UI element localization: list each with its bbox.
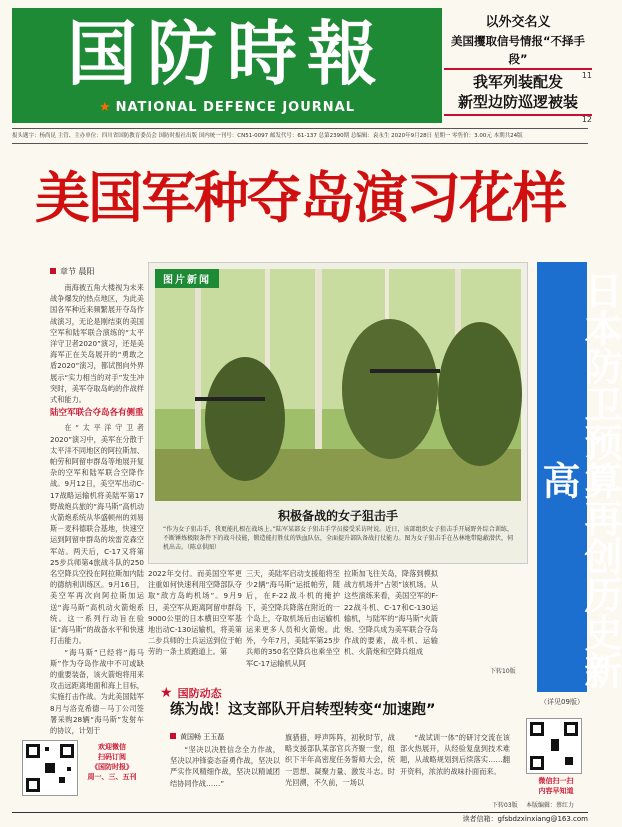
photo-caption-text: “作为女子狙击手，我更能扎根在战场上。”陆军某部女子狙击手学员接受采访时说。近日，该部组织女子狙击手开展野外综合训练，不断锤炼极限条件下的战斗技能，锻造能打胜仗的铁血队伍，全面提升部队备战打仗能力。图为女子狙击手在丛林地带隐蔽潜伏，伺机出击。 <box>163 526 513 551</box>
teaser-2-rule <box>444 114 592 116</box>
photo-caption-body <box>163 525 513 552</box>
article-column-2 <box>148 568 242 674</box>
teaser-1-rule <box>444 68 592 70</box>
sniper-photo <box>155 269 521 501</box>
byline-square-icon <box>50 268 56 274</box>
promo-left-line: 《国防时报》 <box>91 763 133 771</box>
main-headline[interactable]: 美国军种夺岛演习花样 <box>34 166 565 230</box>
masthead-english-text: NATIONAL DEFENCE JOURNAL <box>115 100 356 115</box>
teaser-2-line2: 新型边防巡逻被装 <box>457 93 578 111</box>
promo-left-line: 扫码订阅 <box>98 753 126 761</box>
article-column-3 <box>246 568 340 674</box>
masthead-english <box>12 100 442 115</box>
section-continue[interactable]: 下转03版 <box>492 802 518 809</box>
section-label-text: 国防动态 <box>177 687 222 700</box>
byline-square-icon <box>170 733 176 739</box>
section-paragraph: 旗猎猎，呼声阵阵，初秋时节，战略支援部队某部官兵齐聚一堂，组织下半年高密度任务誓师大会，统一思想、凝聚力量、激发斗志。时光回溯，不久前，一场以 <box>285 733 395 787</box>
article-paragraph: 拉斯加飞往关岛，降落到模拟战方机场并“占领”该机场。从这些演练来看，美国空军的F-22战斗机、C-17和C-130运输机，与陆军的“海马斯”火箭炮、空降兵成为美军联合夺岛作战的要素，战斗机、运输机、火箭炮和空降兵组成 <box>344 569 438 657</box>
promo-left-line: 周一、三、五刊 <box>87 773 137 781</box>
side-headline-text: 日本防卫预算再创历史新高 <box>536 271 622 689</box>
qr-code-right[interactable] <box>526 718 582 774</box>
photo-credit: （陈卓供图） <box>187 544 221 551</box>
page-editor: 本版编辑：蔡红力 <box>526 802 575 809</box>
teaser-2-page: 12 <box>581 115 592 124</box>
section-column-1 <box>170 744 280 810</box>
masthead <box>12 8 442 123</box>
promo-left-text <box>82 742 142 782</box>
article-byline <box>50 266 95 277</box>
photo-news-tag: 图片新闻 <box>155 269 219 288</box>
photo-news <box>148 262 528 564</box>
qr-code-icon <box>23 741 77 795</box>
article-paragraph: 三天，美陆军启动支援船将至少2辆“海马斯”运抵帕劳，随后，在F-22战斗机的掩护下，美空降兵降落在附近的一个岛上，夺取机场后由运输机运来更多人员和火箭炮。此外，今年7月，美陆军第25步兵师的350名空降兵也乘坐空军C-17运输机从阿 <box>246 569 340 668</box>
promo-right-line: 微信扫一扫 <box>538 777 574 785</box>
article-paragraph: 在“太平洋守卫者2020”演习中，美军在分散于太平洋不同地区的阿拉斯加、帕劳和阿留申群岛等地展开复杂的空军和陆军联合空降作战。9月12日，美空军出动C-17战略运输机将美陆军第17野战炮兵旅的“海马斯”高机动火箭炮系统从华盛顿州的刘易斯－麦科德联合基地，快速空运到阿留申群岛的埃雷克森空军站。两天后，C-17又将第25步兵师第4旅战斗队的250名空降兵空投在阿拉斯加内陆的德纳利训练区。9月16日，美空军再次向阿拉斯加运送“海马斯”高机动火箭炮系统。这一系列行动旨在验证“海马斯”的战备水平和快速打击能力。 <box>50 423 144 646</box>
qr-code-icon <box>527 719 581 773</box>
article-paragraph: 2022年交付。而美国空军更注重如何快速利用空降部队夺取“敌方岛屿机场”。9月9日，美空军从距离阿留申群岛9000公里的日本横田空军基地出动C-130运输机，将美第二步兵师的士兵运送到位于帕劳的一条土质跑道上。第 <box>148 569 242 657</box>
article-column-4 <box>344 568 438 674</box>
side-headline-reference[interactable]: （详见09版） <box>540 698 584 706</box>
teaser-1-page: 11 <box>581 71 592 80</box>
promo-right-text <box>526 776 586 796</box>
article-column-1 <box>50 282 144 804</box>
teaser-2[interactable] <box>444 72 592 122</box>
article-paragraph: 南海被五角大楼视为未来战争爆发的热点地区，为此美国各军种近来频繁展开夺岛作战演习，无论是刚结束的美国空军和陆军联合演练的“太平洋守卫者2020”演习，还是美海军正在关岛展开的“勇敢之盾2020”演习，都试图向外界展示“实力相当的对手”发生冲突时，美军夺取岛屿的作战样式和能力。 <box>50 283 144 405</box>
promo-right-line: 内容早知道 <box>538 787 574 795</box>
side-headline[interactable] <box>536 262 622 692</box>
section-paragraph: “坚决以决胜信念全力作战，坚决以冲锋姿态奋勇作战，坚决以严实作风精细作战，坚决以精诚团结协同作战……” <box>170 745 280 788</box>
article-continue[interactable]: 下转10版 <box>490 668 516 675</box>
teaser-1-line2: 美国攫取信号情报“不择手段” <box>450 34 586 66</box>
section-byline-text: 黄国畅 王玉磊 <box>180 733 225 741</box>
section-headline[interactable]: 练为战！这支部队开启转型转变“加速跑” <box>170 702 436 718</box>
teaser-1[interactable] <box>444 14 592 80</box>
section-column-3 <box>400 732 510 802</box>
byline-text: 章节 晨阳 <box>60 267 95 276</box>
star-icon: ★ <box>160 685 173 701</box>
qr-code-left[interactable] <box>22 740 78 796</box>
teaser-2-line1: 我军列装配发 <box>472 73 563 91</box>
info-bar: 报头题字：杨尚昆 主管、主办单位：四川省国防教育委员会 国防时报社出版 国内统一刊号：CN51-0097 邮发代号：61-137 总第2390期 总编辑：袁永生 2020年9月28日 星期一 零售价：3.00元 本期共24版 <box>12 128 588 144</box>
promo-left-line: 欢迎微信 <box>98 743 126 751</box>
section-column-2 <box>285 732 395 810</box>
section-paragraph: “战试训一体”的研讨交流在该部火热展开，从经验复盘到技术难题，从战略规划到后续落实……翻开资料，浓浓的战味扑面而来。 <box>400 733 510 776</box>
section-byline <box>170 732 224 742</box>
newspaper-logo: 国防時報 <box>67 12 387 95</box>
star-icon: ★ <box>98 100 112 115</box>
teaser-1-line1: 以外交名义 <box>485 15 551 30</box>
footer-mailbox[interactable]: 读者信箱：gfsbdzxinxiang@163.com <box>12 812 588 825</box>
article-subhead: 陆空军联合夺岛各有侧重 <box>50 408 144 419</box>
article-paragraph: “海马斯”已经将“海马斯”作为夺岛作战中不可或缺的重要装备，该火箭炮将用来攻击远距离地面和海上目标，实施打击作战。为此美国陆军8月与洛克希德－马丁公司签署采购28辆“海马斯”发射车的协议，计划于 <box>50 647 144 735</box>
photo-caption: 积极备战的女子狙击手 <box>277 509 398 523</box>
